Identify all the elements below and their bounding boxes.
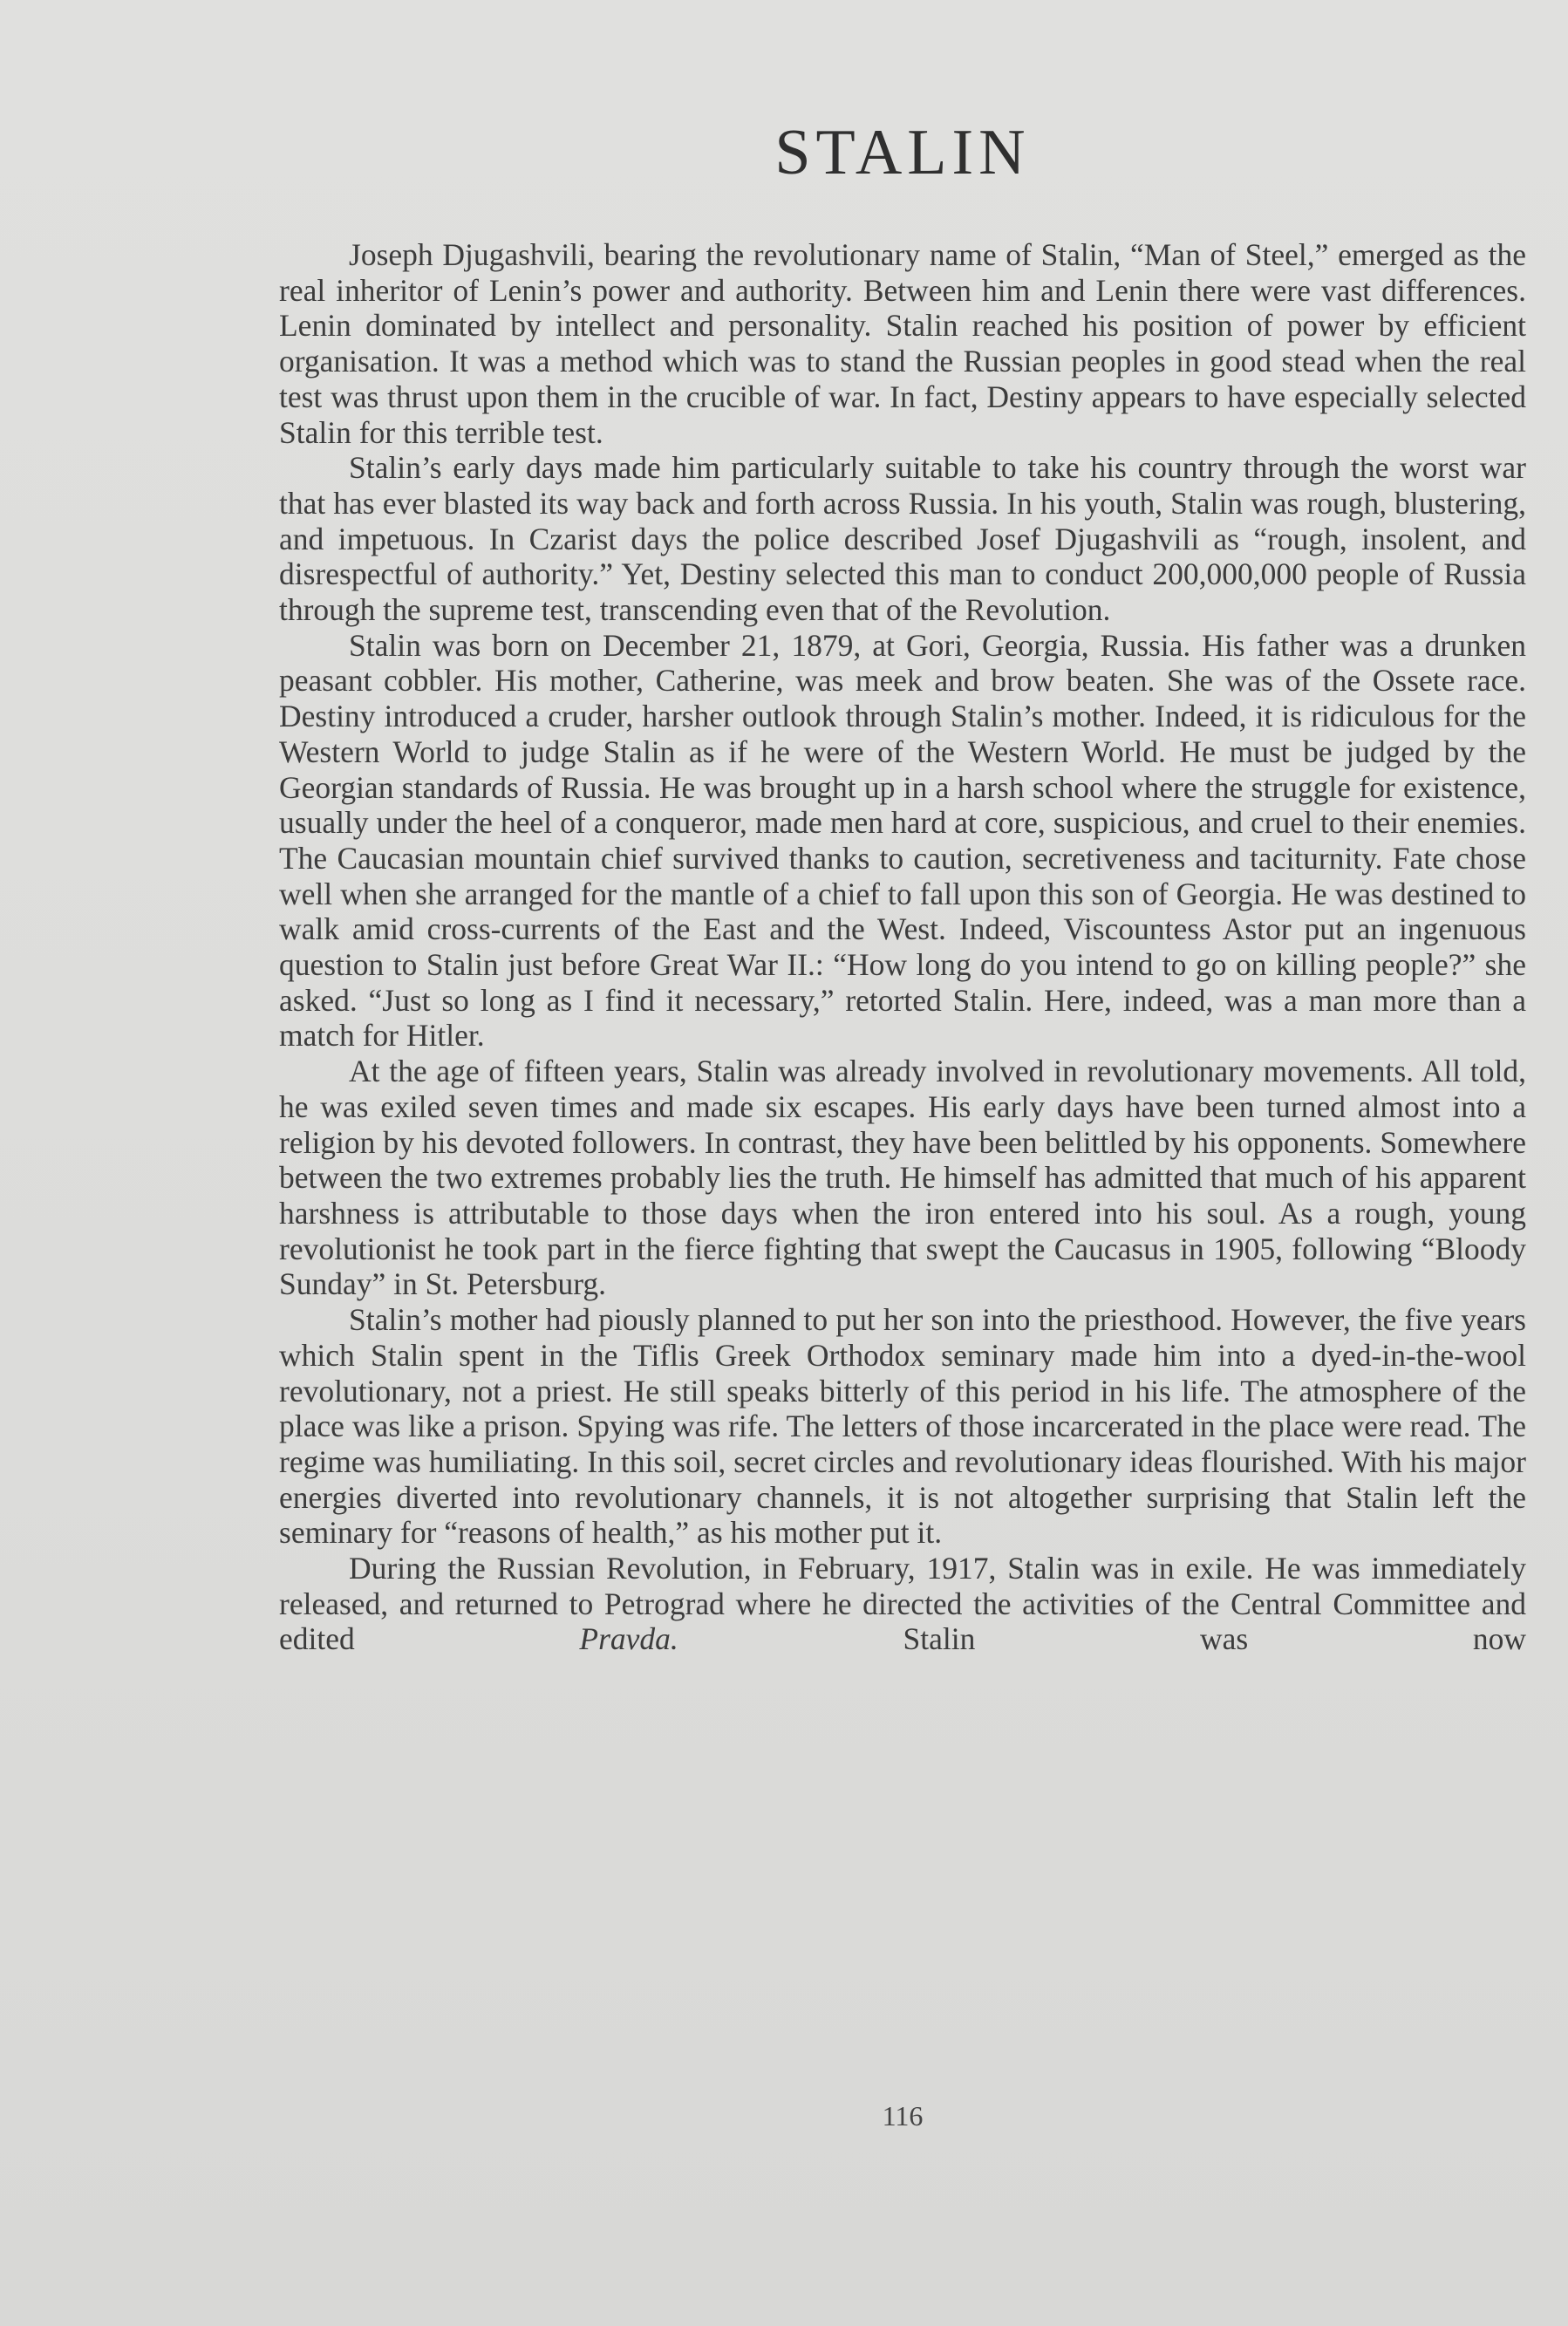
pravda-italic: Pravda.	[579, 1621, 678, 1657]
paragraph-6	[279, 1551, 1526, 1657]
paragraph-2: Stalin’s early days made him particularly suitable to take his country through the worst war that has ever blasted its way back and forth across Russia. In his youth, Stalin was rough, blustering, and impetuous. In Czarist days the police described Josef Djugashvili as “rough, insolent, and disrespectful of authority.” Yet, Destiny selected this man to conduct 200,000,000 people of Russia through the supreme test, transcending even that of the Revolution.	[279, 450, 1526, 628]
paragraph-6-tail: Stalin was now	[678, 1621, 1527, 1657]
page-number: 116	[882, 2100, 924, 2132]
paragraph-1: Joseph Djugashvili, bearing the revolutionary name of Stalin, “Man of Steel,” emerged as the real inheritor of Lenin’s power and authority. Between him and Lenin there were vast differences. Lenin dominated by intellect and personality. Stalin reached his position of power by efficient organisation. It was a method which was to stand the Russian peoples in good stead when the real test was thrust upon them in the crucible of war. In fact, Destiny appears to have especially selected Stalin for this terrible test.	[279, 237, 1526, 450]
body-text	[279, 237, 1526, 1657]
paragraph-5: Stalin’s mother had piously planned to put her son into the priesthood. However, the five years which Stalin spent in the Tiflis Greek Orthodox seminary made him into a dyed-in-the-wool revolutionary, not a priest. He still speaks bitterly of this period in his life. The atmosphere of the place was like a prison. Spying was rife. The letters of those incarcerated in the place were read. The regime was humiliating. In this soil, secret circles and revolutionary ideas flourished. With his major energies diverted into revolutionary channels, it is not altogether surprising that Stalin left the seminary for “reasons of health,” as his mother put it.	[279, 1302, 1526, 1551]
paragraph-6-text: During the Russian Revolution, in February, 1917, Stalin was in exile. He was immediately released, and returned to Petrograd where he directed the activities of the Central Committee and edited	[279, 1551, 1526, 1657]
page-title: STALIN	[774, 117, 1031, 188]
paragraph-3: Stalin was born on December 21, 1879, at Gori, Georgia, Russia. His father was a drunken peasant cobbler. His mother, Catherine, was meek and brow beaten. She was of the Ossete race. Destiny introduced a cruder, harsher outlook through Stalin’s mother. Indeed, it is ridiculous for the Western World to judge Stalin as if he were of the Western World. He must be judged by the Georgian standards of Russia. He was brought up in a harsh school where the struggle for existence, usually under the heel of a conqueror, made men hard at core, suspicious, and cruel to their enemies. The Caucasian mountain chief survived thanks to caution, secretiveness and taciturnity. Fate chose well when she arranged for the mantle of a chief to fall upon this son of Georgia. He was destined to walk amid cross-currents of the East and the West. Indeed, Viscountess Astor put an ingenuous question to Stalin just before Great War II.: “How long do you intend to go on killing people?” she asked. “Just so long as I find it necessary,” retorted Stalin. Here, indeed, was a man more than a match for Hitler.	[279, 627, 1526, 1054]
paragraph-4: At the age of fifteen years, Stalin was already involved in revolutionary movements. All told, he was exiled seven times and made six escapes. His early days have been turned almost into a religion by his devoted followers. In contrast, they have been belittled by his opponents. Somewhere between the two extremes probably lies the truth. He himself has admitted that much of his apparent harshness is attributable to those days when the iron entered into his soul. As a rough, young revolutionist he took part in the fierce fighting that swept the Caucasus in 1905, following “Bloody Sunday” in St. Petersburg.	[279, 1054, 1526, 1302]
